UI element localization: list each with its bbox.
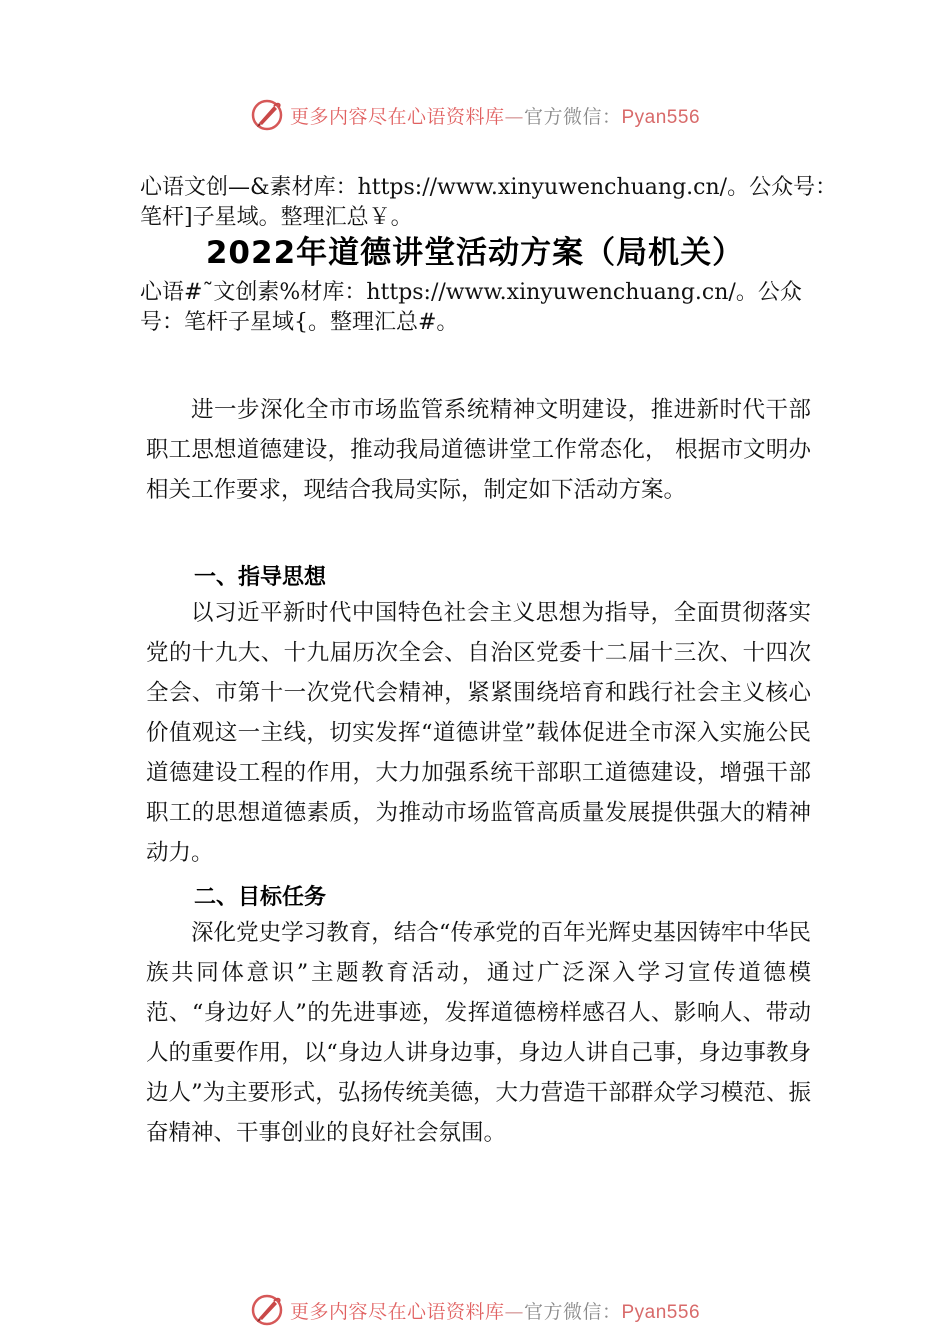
intro-paragraph: 进一步深化全市市场监管系统精神文明建设，推进新时代干部职工思想道德建设，推动我局道德讲堂工作常态化， 根据市文明办相关工作要求，现结合我局实际，制定如下活动方案。 xyxy=(146,397,811,503)
section-paragraph: 深化党史学习教育，结合“传承党的百年光辉史基因铸牢中华民族共同体意识”主题教育活动，通过广泛深入学习宣传道德模范、“身边好人”的先进事迹，发挥道德榜样感召人、影响人、带动人的重要作用，以“身边人讲身边事，身边人讲自己事，身边事教身边人”为主要形式，弘扬传统美德，大力营造干部群众学习模范、振奋精神、干事创业的良好社会氛围。 xyxy=(146,920,811,1146)
section-heading: 二、目标任务 xyxy=(194,885,327,910)
quill-logo-icon xyxy=(250,1293,284,1327)
banner-text: 更多内容尽在心语资料库—官方微信：Pyan556 xyxy=(289,105,701,128)
header-banner xyxy=(0,95,950,135)
source-note: 心语文创—&素材库：https://www.xinyuwenchuang.cn/。公众号：笔杆]子星域。整理汇总￥。 xyxy=(140,175,838,230)
section-heading: 一、指导思想 xyxy=(194,565,327,590)
quill-logo-icon xyxy=(250,98,284,132)
section-paragraph: 以习近平新时代中国特色社会主义思想为指导，全面贯彻落实党的十九大、十九届历次全会、自治区党委十二届十三次、十四次全会、市第十一次党代会精神，紧紧围绕培育和践行社会主义核心价值观这一主线，切实发挥“道德讲堂”载体促进全市深入实施公民道德建设工程的作用，大力加强系统干部职工道德建设，增强干部职工的思想道德素质，为推动市场监管高质量发展提供强大的精神动力。 xyxy=(146,600,811,866)
document-title: 2022年道德讲堂活动方案（局机关） xyxy=(205,235,745,271)
footer-banner xyxy=(0,1290,950,1330)
source-note: 心语#˜文创素%材库：https://www.xinyuwenchuang.cn/。公众号：笔杆子星域{。整理汇总#。 xyxy=(140,280,802,335)
banner-text: 更多内容尽在心语资料库—官方微信：Pyan556 xyxy=(289,1300,701,1323)
